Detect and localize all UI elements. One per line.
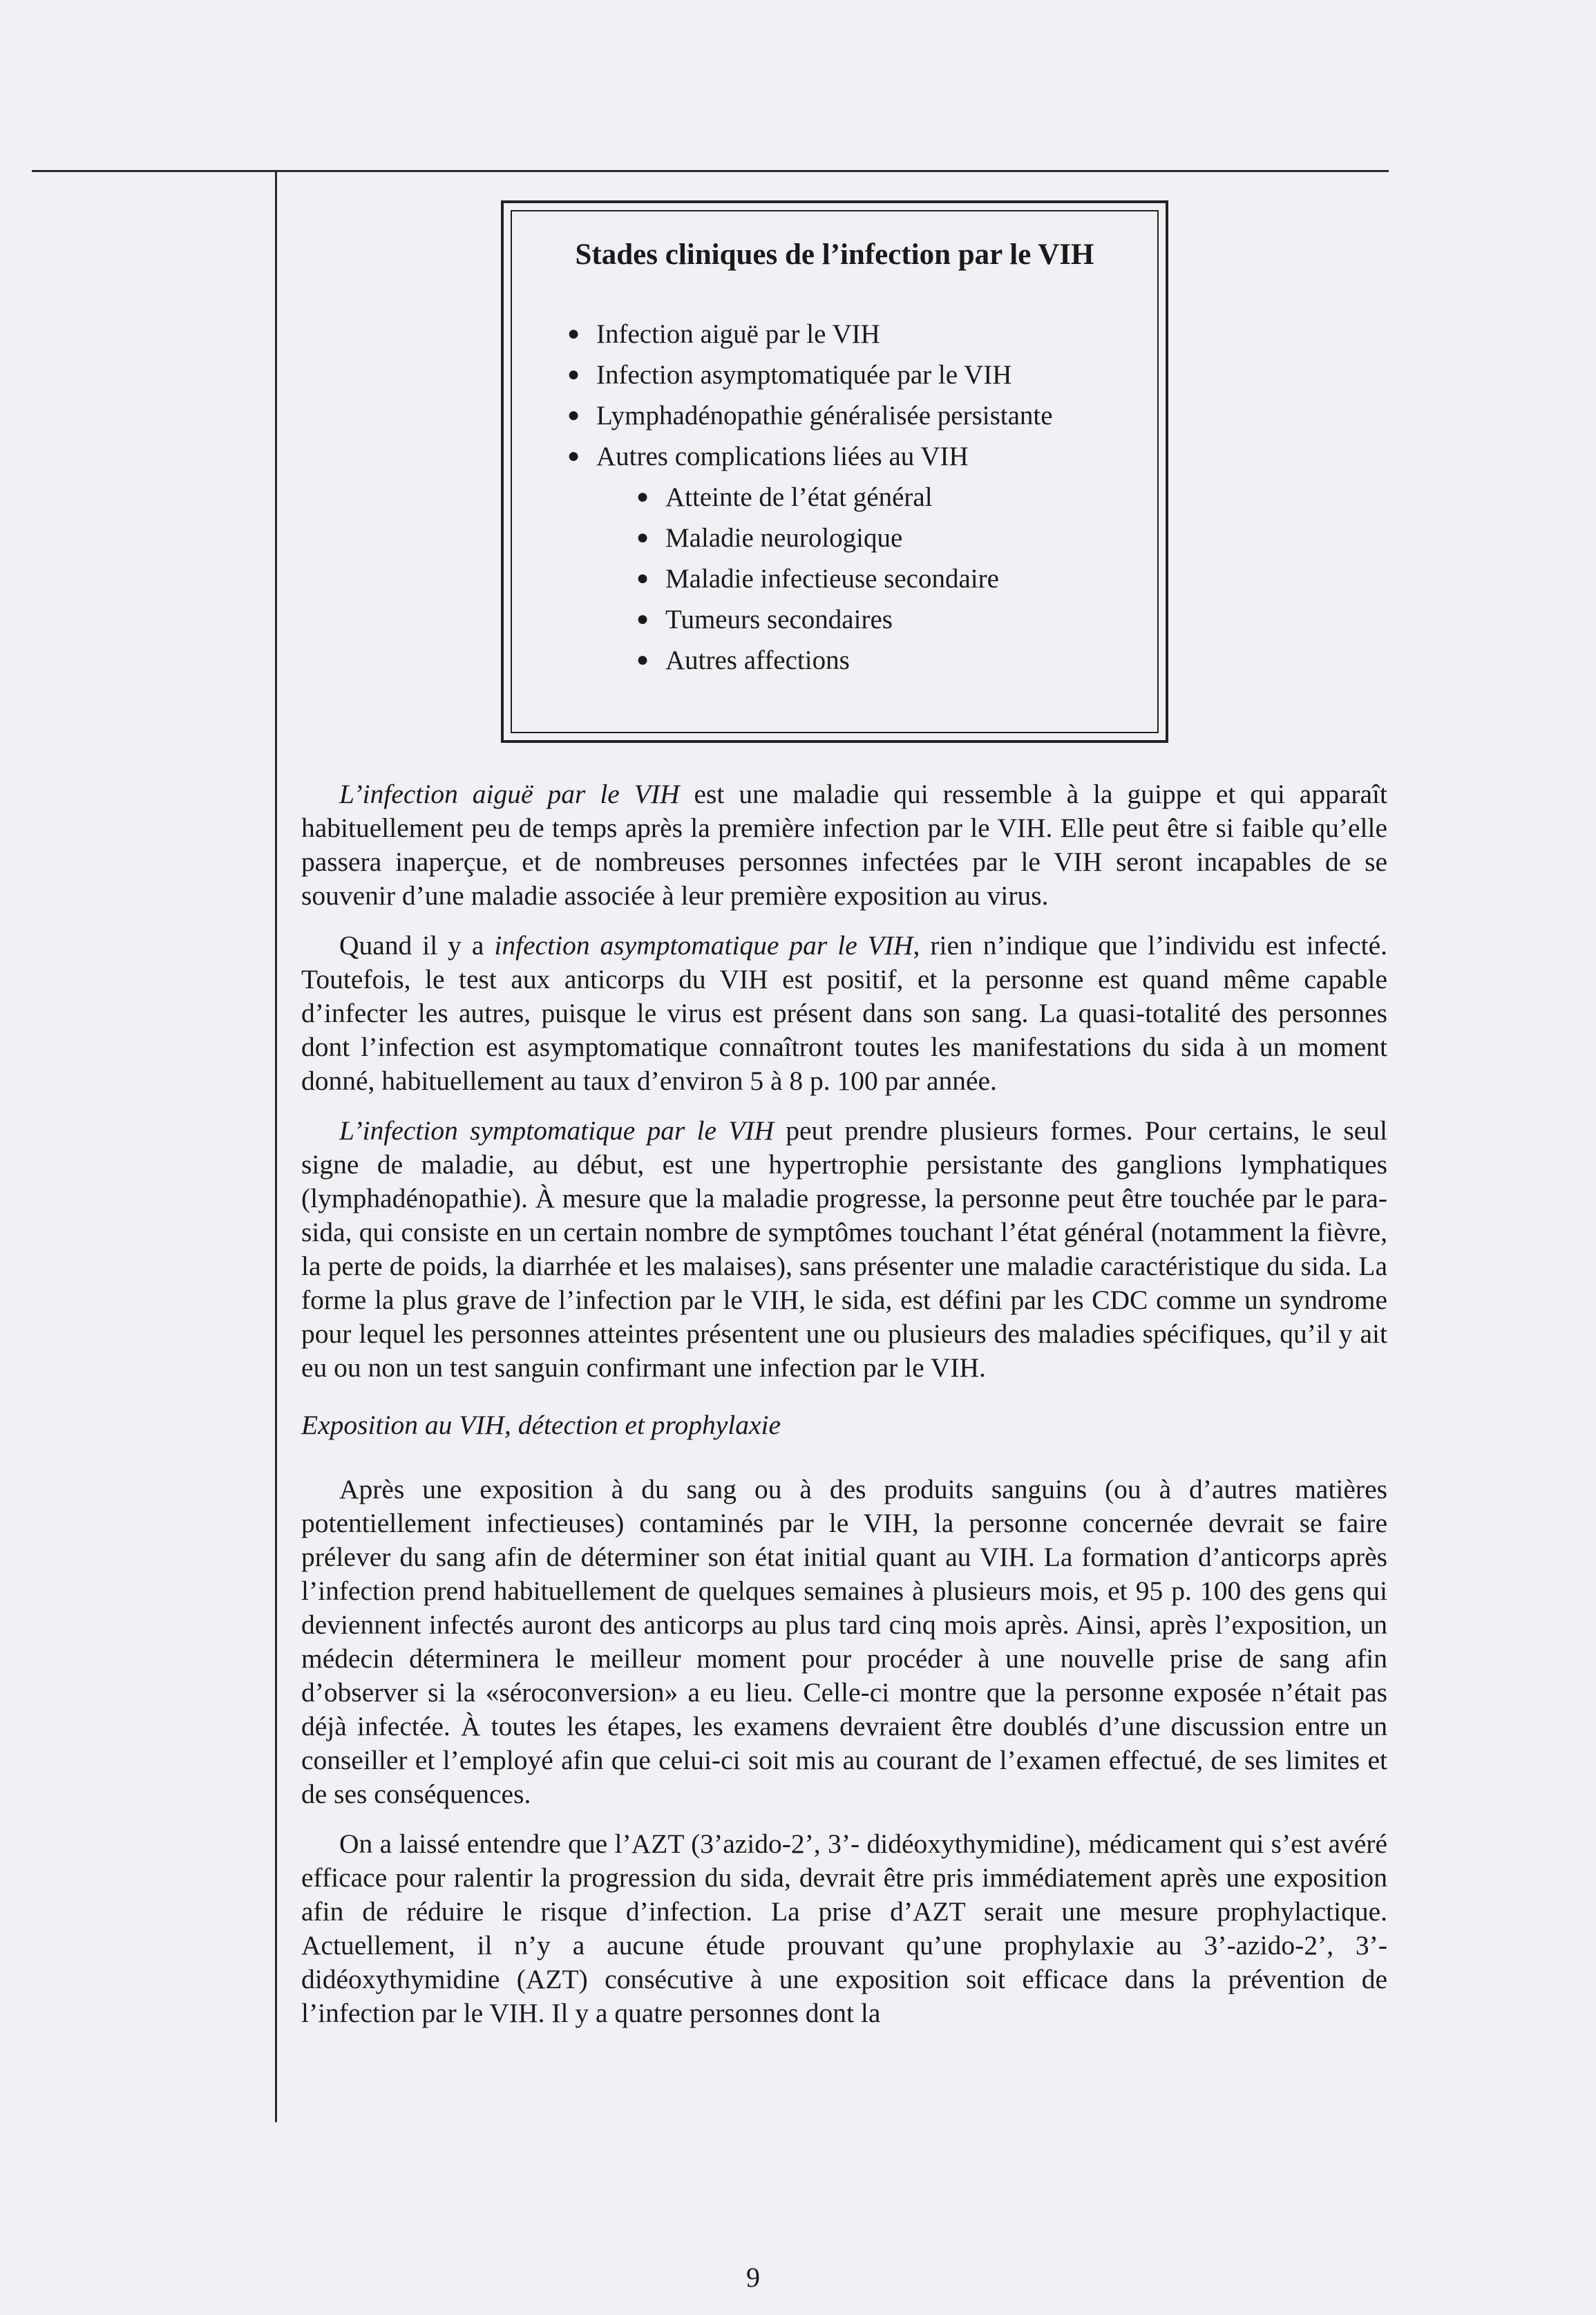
paragraph-exposure: Après une exposition à du sang ou à des produits sanguins (ou à d’autres matières potentiellement infectieuses) contaminés par le VIH, la personne concernée devrait se faire prélever du sang afin de déterminer son état initial quant au VIH. La formation d’anticorps après l’infection prend habituellement de quelques semaines à plusieurs mois, et 95 p. 100 des gens qui deviennent infectés auront des anticorps au plus tard cinq mois après. Ainsi, après l’exposition, un médecin déterminera le meilleur moment pour procéder à une nouvelle prise de sang afin d’observer si la «séroconversion» a eu lieu. Celle-ci montre que la personne exposée n’était pas déjà infectée. À toutes les étapes, les examens devraient être doublés d’une discussion entre un conseiller et l’employé afin que celui-ci soit mis au courant de l’examen effectué, de ses limites et de ses conséquences. [301,1474,1387,1809]
bullet-icon: ● [636,485,649,508]
clinical-stages-inner-border [511,210,1159,733]
stage-item: ● Lymphadénopathie généralisée persistante [567,395,1053,436]
stage-item: ● Autres complications liées au VIH [567,436,1053,477]
section-subheading: Exposition au VIH, détection et prophylaxie [301,1410,781,1440]
bullet-icon: ● [567,404,580,426]
term-acute-infection: L’infection aiguë par le VIH [339,779,680,809]
top-rule [32,170,1389,172]
body-text [301,777,1387,2030]
paragraph-acute-infection: L’infection aiguë par le VIH est une maladie qui ressemble à la guippe et qui apparaît habituellement peu de temps après la première infection par le VIH. Elle peut être si faible qu’elle passera inaperçue, et de nombreuses personnes infectées par le VIH seront incapables de se souvenir d’une maladie associée à leur première exposition au virus. [301,779,1387,911]
paragraph-asymptomatic-infection: Quand il y a infection asymptomatique par le VIH, rien n’indique que l’individu est infecté. Toutefois, le test aux anticorps du VIH est positif, et la personne est quand même capable d’infecter les autres, puisque le virus est présent dans son sang. La quasi-totalité des personnes dont l’infection est asymptomatique connaîtront toutes les manifestations du sida à un moment donné, habituellement au taux d’environ 5 à 8 p. 100 par année. [301,930,1387,1096]
stage-item: ● Infection asymptomatiquée par le VIH [567,355,1053,395]
stage-subitem: ● Tumeurs secondaires [567,599,1053,640]
bullet-icon: ● [636,567,649,589]
bullet-icon: ● [636,607,649,630]
left-margin-rule [275,170,277,2122]
stage-subitem: ● Autres affections [567,640,1053,681]
term-symptomatic-infection: L’infection symptomatique par le VIH [339,1115,775,1146]
paragraph-symptomatic-infection: L’infection symptomatique par le VIH peut prendre plusieurs formes. Pour certains, le seul signe de maladie, au début, est une hypertrophie persistante des ganglions lymphatiques (lymphadénopathie). À mesure que la maladie progresse, la personne peut être touchée par le para-sida, qui consiste en un certain nombre de symptômes touchant l’état général (notamment la fièvre, la perte de poids, la diarrhée et les malaises), sans présenter une maladie caractéristique du sida. La forme la plus grave de l’infection par le VIH, le sida, est défini par les CDC comme un syndrome pour lequel les personnes atteintes présentent une ou plusieurs des maladies spécifiques, qu’il y ait eu ou non un test sanguin confirmant une infection par le VIH. [301,1115,1387,1383]
stage-list [567,314,1053,681]
bullet-icon: ● [567,363,580,386]
stage-subitem: ● Atteinte de l’état général [567,477,1053,518]
stage-item: ● Infection aiguë par le VIH [567,314,1053,355]
paragraph-azt: On a laissé entendre que l’AZT (3’azido-2’, 3’- didéoxythymidine), médicament qui s’est avéré efficace pour ralentir la progression du sida, devrait être pris immédiatement après une exposition afin de réduire le risque d’infection. La prise d’AZT serait une mesure prophylactique. Actuellement, il n’y a aucune étude prouvant qu’une prophylaxie au 3’-azido-2’, 3’- didéoxythymidine (AZT) consécutive à une exposition soit efficace dans la prévention de l’infection par le VIH. Il y a quatre personnes dont la [301,1829,1387,2028]
bullet-icon: ● [567,322,580,345]
bullet-icon: ● [567,444,580,467]
bullet-icon: ● [636,648,649,671]
clinical-stages-box [501,200,1168,743]
box-title: Stades cliniques de l’infection par le VIH [575,238,1094,271]
stage-subitem: ● Maladie infectieuse secondaire [567,558,1053,599]
page-number: 9 [746,2262,760,2293]
term-asymptomatic-infection: infection asymptomatique par le VIH [494,930,913,961]
bullet-icon: ● [636,526,649,549]
stage-subitem: ● Maladie neurologique [567,518,1053,558]
